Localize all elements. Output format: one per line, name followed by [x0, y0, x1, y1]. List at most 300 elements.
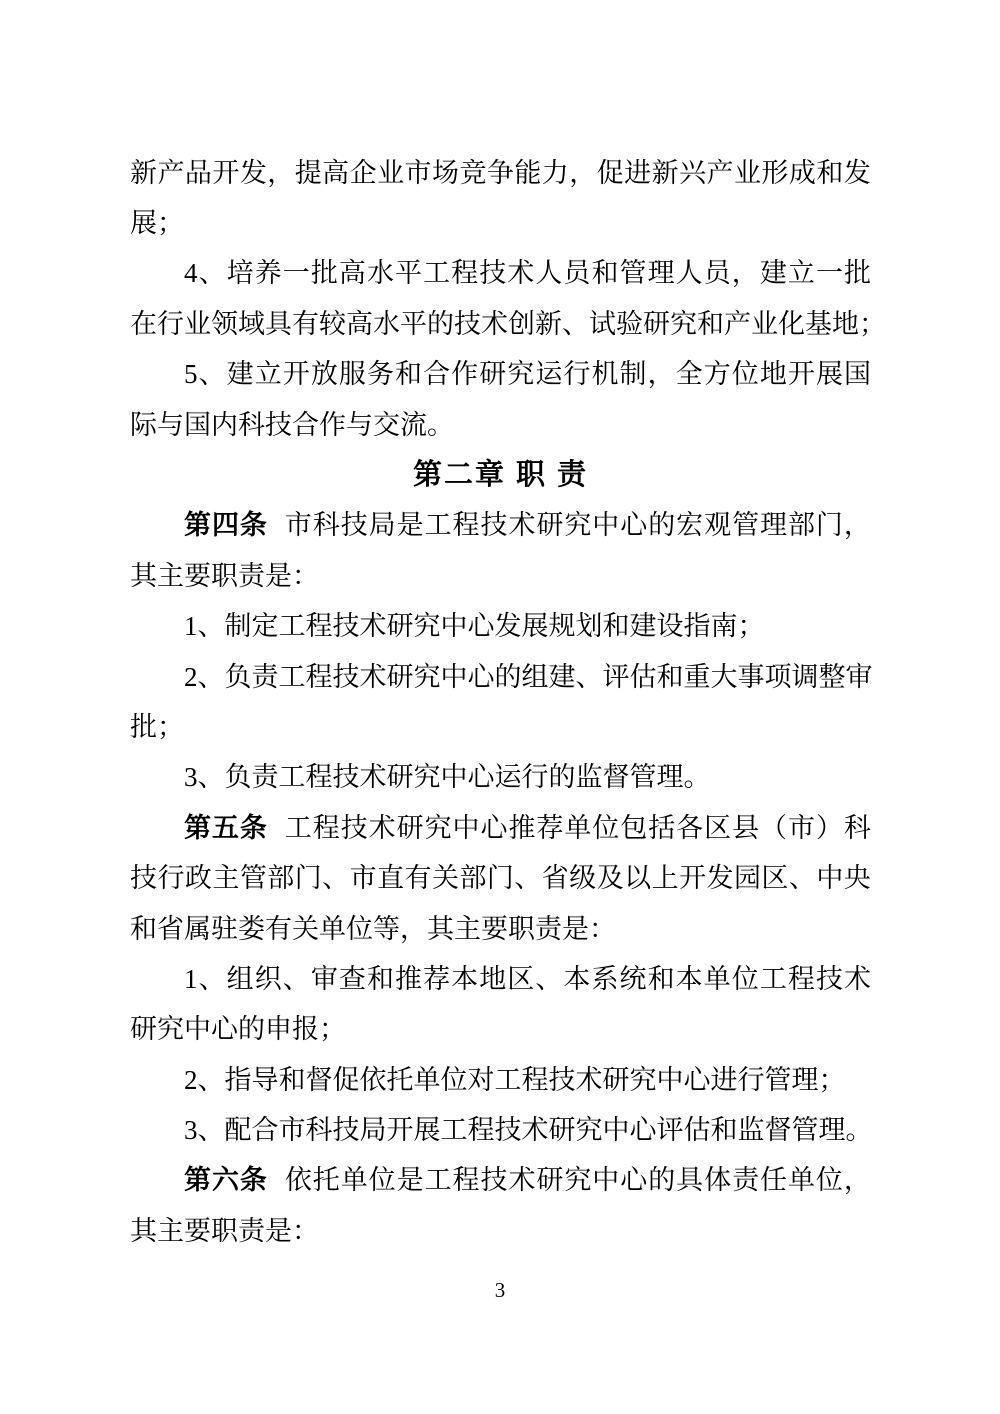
char: 、	[198, 359, 226, 390]
char: 有	[404, 863, 432, 894]
char: 管	[239, 863, 267, 894]
char: 立	[787, 258, 815, 289]
char: 新	[130, 157, 157, 188]
char: 工	[759, 963, 787, 994]
char: 理	[818, 1115, 846, 1146]
char: 试	[589, 308, 616, 339]
char: 展	[815, 359, 843, 390]
char: ，	[843, 1165, 871, 1196]
char: 立	[254, 359, 282, 390]
char: 中	[602, 1115, 630, 1146]
char: 技	[454, 308, 481, 339]
char: 的	[427, 308, 454, 339]
char: 部	[459, 863, 487, 894]
text-segment: 1、制定工程技术研究中心发展规划和建设指南；	[184, 611, 765, 642]
bold-char: 条	[239, 812, 267, 843]
char: 管	[732, 510, 760, 541]
char: 包	[620, 812, 648, 843]
char: 直	[377, 863, 405, 894]
char: （	[760, 812, 788, 843]
char: 术	[521, 1115, 549, 1146]
char: 心	[620, 510, 648, 541]
char: 整	[818, 661, 846, 692]
char: 研	[548, 1115, 576, 1146]
char: 4	[184, 258, 198, 289]
char: 在	[130, 308, 157, 339]
text-segment: 3、负责工程技术研究中心运行的监督管理。	[184, 762, 711, 793]
char: 服	[338, 359, 366, 390]
char: 品	[184, 157, 212, 188]
char: 括	[648, 812, 676, 843]
char: 一	[815, 258, 843, 289]
char: 人	[675, 258, 703, 289]
char: 、	[562, 308, 589, 339]
bold-char: 条	[239, 1165, 267, 1196]
char: 工	[440, 1115, 468, 1146]
char: 县	[732, 812, 760, 843]
char: ，	[647, 359, 675, 390]
char: 园	[733, 863, 761, 894]
char: 负	[224, 661, 252, 692]
char: 以	[624, 863, 652, 894]
char: 评	[656, 1115, 684, 1146]
char: 研	[643, 308, 670, 339]
char: 。	[845, 1115, 873, 1146]
char: 荐	[423, 963, 451, 994]
char: 技	[480, 1165, 508, 1196]
char: 行	[563, 359, 591, 390]
char: 门	[486, 863, 514, 894]
text-segment: 和省属驻娄有关单位等，其主要职责是：	[130, 913, 616, 944]
char: 工	[424, 1165, 452, 1196]
char: ）	[815, 812, 843, 843]
char: 的	[494, 661, 522, 692]
char: 术	[481, 308, 508, 339]
char: 具	[265, 308, 292, 339]
char: 领	[211, 308, 238, 339]
char: 评	[602, 661, 630, 692]
char: 位	[592, 812, 620, 843]
char: 研	[396, 812, 424, 843]
heading-text: 第二章 职 责	[412, 458, 589, 491]
char: 究	[507, 359, 535, 390]
char: 发	[239, 157, 267, 188]
char: 部	[267, 863, 295, 894]
char: 技	[332, 1115, 360, 1146]
char: 3	[184, 1115, 198, 1146]
char	[268, 1165, 284, 1196]
char: 是	[396, 510, 424, 541]
char: 中	[452, 812, 480, 843]
char: 审	[845, 661, 873, 692]
char: 的	[648, 510, 676, 541]
char: 中	[592, 510, 620, 541]
char: 技	[479, 258, 507, 289]
char: 托	[312, 1165, 340, 1196]
char: 业	[184, 308, 211, 339]
char: 市	[278, 1115, 306, 1146]
char: 督	[764, 1115, 792, 1146]
char: 员	[563, 258, 591, 289]
char: 宏	[676, 510, 704, 541]
char: 程	[452, 1165, 480, 1196]
char: 力	[541, 157, 569, 188]
char: 高	[322, 157, 350, 188]
text-line	[130, 702, 871, 752]
char: 发	[843, 157, 871, 188]
char: 1	[184, 963, 198, 994]
text-line	[130, 1105, 871, 1155]
bold-char: 第	[184, 812, 211, 843]
text-line	[130, 1005, 871, 1055]
char: 单	[340, 1165, 368, 1196]
char: 地	[759, 359, 787, 390]
char: 查	[338, 963, 366, 994]
char: 中	[592, 1165, 620, 1196]
char: 批	[310, 258, 338, 289]
char: 和	[710, 1115, 738, 1146]
char: ；	[859, 308, 886, 339]
char: 具	[676, 1165, 704, 1196]
text-segment: 其主要职责是：	[130, 1215, 319, 1246]
char: 究	[564, 510, 592, 541]
char: 全	[675, 359, 703, 390]
char: 开	[212, 157, 240, 188]
char: 织	[254, 963, 282, 994]
page-number: 3	[494, 1278, 506, 1302]
char: 重	[683, 661, 711, 692]
char: 、	[575, 661, 603, 692]
text-line	[130, 551, 871, 601]
char: 体	[704, 1165, 732, 1196]
char: 作	[451, 359, 479, 390]
text-line	[130, 350, 871, 400]
char: 省	[541, 863, 569, 894]
text-line	[130, 1055, 871, 1105]
char: 单	[787, 1165, 815, 1196]
char: 局	[368, 510, 396, 541]
char: 业	[751, 308, 778, 339]
article-4-line	[130, 501, 871, 551]
char: 培	[226, 258, 254, 289]
char: 单	[703, 963, 731, 994]
char: 技	[340, 812, 368, 843]
char: 区	[761, 863, 789, 894]
char: 局	[359, 1115, 387, 1146]
text-line	[130, 1206, 871, 1256]
char: 门	[815, 510, 843, 541]
article-6-line	[130, 1156, 871, 1206]
char: 程	[452, 510, 480, 541]
char: 放	[310, 359, 338, 390]
char: ，	[731, 258, 759, 289]
char: 运	[535, 359, 563, 390]
char: 研	[479, 359, 507, 390]
char: 术	[507, 258, 535, 289]
bold-char: 第	[184, 1165, 211, 1196]
char: ，	[267, 157, 295, 188]
text-line	[130, 198, 871, 248]
char: 养	[254, 258, 282, 289]
char: 市	[787, 812, 815, 843]
char: 开	[386, 1115, 414, 1146]
char: 市	[404, 157, 432, 188]
char: 、	[514, 863, 542, 894]
char: 和	[395, 359, 422, 390]
char: 术	[359, 661, 387, 692]
char: 形	[761, 157, 789, 188]
text-line	[130, 602, 871, 652]
char: 创	[508, 308, 535, 339]
char: 上	[651, 863, 679, 894]
char: 产	[157, 157, 185, 188]
char: 、	[197, 661, 225, 692]
char: 的	[648, 1165, 676, 1196]
char: 平	[400, 308, 427, 339]
char: 程	[451, 258, 479, 289]
char: 水	[373, 308, 400, 339]
char: 统	[619, 963, 647, 994]
char: 区	[704, 812, 732, 843]
text-segment: 其主要职责是：	[130, 560, 319, 591]
bold-char: 第	[184, 510, 211, 541]
char: 责	[251, 661, 279, 692]
text-segment: 研究中心的申报；	[130, 1014, 346, 1045]
char: 高	[346, 308, 373, 339]
text-segment: 际与国内科技合作与交流。	[130, 409, 454, 440]
char: 程	[787, 963, 815, 994]
char: 大	[710, 661, 738, 692]
text-line	[130, 853, 871, 903]
char: 机	[591, 359, 619, 390]
char: 部	[787, 510, 815, 541]
char: 理	[647, 258, 675, 289]
char: 位	[731, 359, 759, 390]
char: 建	[226, 359, 254, 390]
char: 术	[508, 1165, 536, 1196]
char: 术	[844, 963, 871, 994]
char: 系	[591, 963, 619, 994]
char: 中	[440, 661, 468, 692]
char: 展	[413, 1115, 441, 1146]
char: 责	[732, 1165, 760, 1196]
char: 项	[764, 661, 792, 692]
char: 研	[386, 661, 414, 692]
char: 方	[703, 359, 731, 390]
char: 术	[368, 812, 396, 843]
char: 竞	[459, 157, 487, 188]
char: 、	[197, 1115, 225, 1146]
char: 主	[212, 863, 240, 894]
char: 技	[494, 1115, 522, 1146]
text-line	[130, 299, 886, 349]
char: 工	[424, 510, 452, 541]
char: 化	[778, 308, 805, 339]
char: 提	[294, 157, 322, 188]
char: 技	[130, 863, 157, 894]
char: 审	[310, 963, 338, 994]
char: 技	[480, 510, 508, 541]
char: 市	[284, 510, 312, 541]
char: 开	[282, 359, 310, 390]
char: 推	[508, 812, 536, 843]
char: 位	[368, 1165, 396, 1196]
char: 较	[319, 308, 346, 339]
char: 依	[284, 1165, 312, 1196]
char: 产	[724, 308, 751, 339]
char: 究	[424, 812, 452, 843]
char: 员	[703, 258, 731, 289]
char: 科	[305, 1115, 333, 1146]
char: 业	[733, 157, 761, 188]
char: 、	[322, 863, 350, 894]
char: 进	[624, 157, 652, 188]
char: 、	[282, 963, 310, 994]
char: 政	[184, 863, 212, 894]
char: 任	[760, 1165, 788, 1196]
char: 位	[815, 1165, 843, 1196]
char: 业	[377, 157, 405, 188]
char: 科	[312, 510, 340, 541]
char: 场	[431, 157, 459, 188]
char: 程	[305, 661, 333, 692]
char: 和	[816, 157, 844, 188]
char: 和	[647, 963, 675, 994]
char: 组	[226, 963, 254, 994]
char: 制	[619, 359, 647, 390]
char: 心	[467, 661, 495, 692]
char: 务	[366, 359, 394, 390]
char: 2	[184, 661, 198, 692]
char: 工	[284, 812, 312, 843]
char: 和	[697, 308, 724, 339]
text-segment: 2、指导和督促依托单位对工程技术研究中心进行管理；	[184, 1064, 846, 1095]
char: 行	[157, 308, 184, 339]
char: 心	[629, 1115, 657, 1146]
char: 门	[294, 863, 322, 894]
char: 行	[157, 863, 185, 894]
char: 批	[844, 258, 871, 289]
char: 位	[731, 963, 759, 994]
char: 争	[486, 157, 514, 188]
bold-char: 五	[211, 812, 239, 843]
char: 国	[844, 359, 871, 390]
char: 、	[198, 258, 226, 289]
char: 建	[759, 258, 787, 289]
chapter-heading	[130, 450, 871, 500]
char: 新	[651, 157, 679, 188]
char: 程	[312, 812, 340, 843]
char: 工	[278, 661, 306, 692]
char: 人	[535, 258, 563, 289]
char: 地	[479, 963, 507, 994]
char: 心	[620, 1165, 648, 1196]
char: ，	[569, 157, 597, 188]
char: 开	[679, 863, 707, 894]
text-line	[130, 400, 871, 450]
char: 科	[843, 812, 871, 843]
char: 促	[596, 157, 624, 188]
article-5-line	[130, 803, 871, 853]
char: 本	[675, 963, 703, 994]
char: 能	[514, 157, 542, 188]
char: 成	[788, 157, 816, 188]
char: 区	[507, 963, 535, 994]
char: 产	[706, 157, 734, 188]
char: 是	[396, 1165, 424, 1196]
char: 地	[832, 308, 859, 339]
char: 市	[349, 863, 377, 894]
char: 合	[251, 1115, 279, 1146]
char: 配	[224, 1115, 252, 1146]
char: 监	[737, 1115, 765, 1146]
char: 关	[431, 863, 459, 894]
char: 事	[737, 661, 765, 692]
text-line	[130, 753, 871, 803]
char: 技	[815, 963, 843, 994]
char: 研	[536, 510, 564, 541]
document-content	[130, 148, 886, 1257]
char: 域	[238, 308, 265, 339]
char: 中	[816, 863, 844, 894]
char: 、	[788, 863, 816, 894]
char: 本	[563, 963, 591, 994]
char: 一	[282, 258, 310, 289]
char: 究	[575, 1115, 603, 1146]
char: 观	[704, 510, 732, 541]
char: 各	[676, 812, 704, 843]
text-line	[130, 249, 871, 299]
char: 水	[366, 258, 394, 289]
char: 究	[564, 1165, 592, 1196]
char: 术	[508, 510, 536, 541]
char: 央	[843, 863, 871, 894]
char: 调	[791, 661, 819, 692]
char: 及	[596, 863, 624, 894]
bold-char: 条	[239, 510, 267, 541]
char: 高	[338, 258, 366, 289]
char: 组	[521, 661, 549, 692]
char: 心	[480, 812, 508, 843]
char: 企	[349, 157, 377, 188]
text-segment: 批；	[130, 711, 184, 742]
char: 理	[760, 510, 788, 541]
char: ，	[843, 510, 871, 541]
char: 新	[535, 308, 562, 339]
char: 究	[413, 661, 441, 692]
char: 5	[184, 359, 198, 390]
char: 和	[591, 258, 619, 289]
char: 荐	[536, 812, 564, 843]
char: 有	[292, 308, 319, 339]
char: 和	[656, 661, 684, 692]
text-line	[130, 148, 871, 198]
page-footer	[0, 1278, 1000, 1303]
char: 开	[787, 359, 815, 390]
char: 技	[332, 661, 360, 692]
text-segment: 展；	[130, 208, 184, 239]
char: 、	[535, 963, 563, 994]
char: 基	[805, 308, 832, 339]
char: 、	[198, 963, 226, 994]
char: 发	[706, 863, 734, 894]
char: 级	[569, 863, 597, 894]
char: 管	[619, 258, 647, 289]
char: 估	[683, 1115, 711, 1146]
char: 估	[629, 661, 657, 692]
char: 技	[340, 510, 368, 541]
char: 单	[564, 812, 592, 843]
